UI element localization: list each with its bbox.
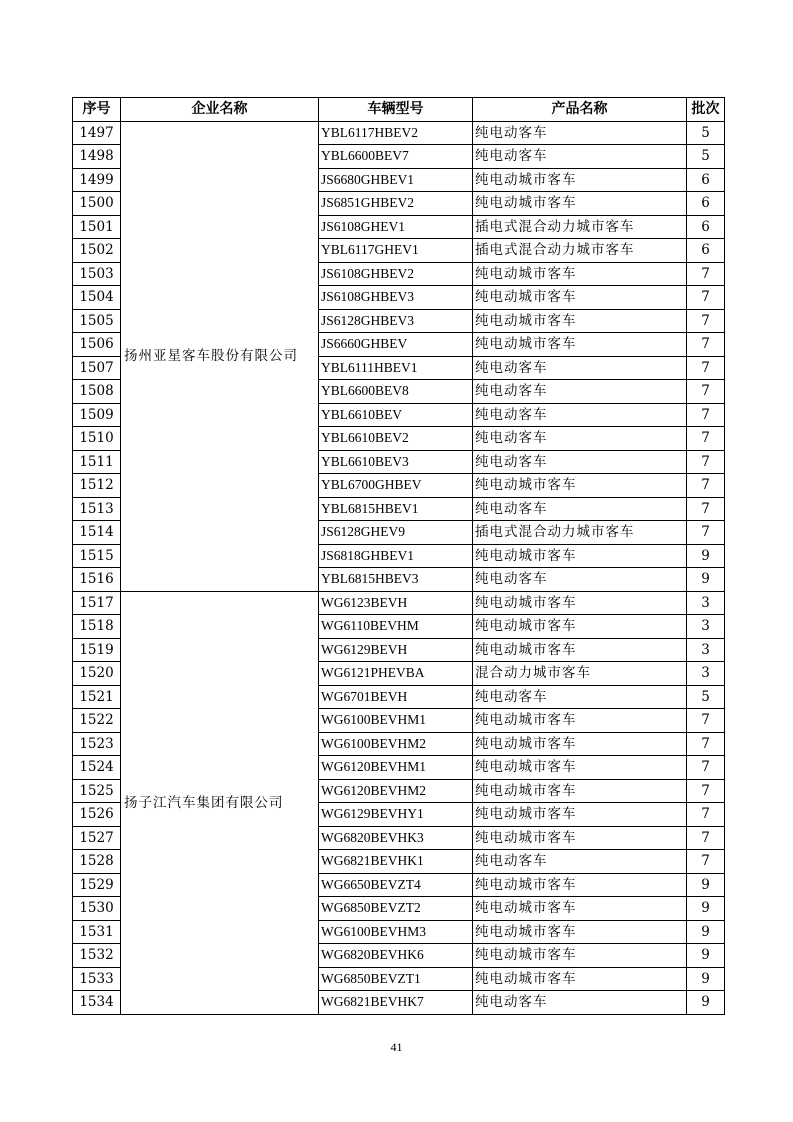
row-model: YBL6600BEV7 xyxy=(319,145,473,169)
row-product: 纯电动城市客车 xyxy=(473,732,687,756)
row-model: YBL6117GHEV1 xyxy=(319,239,473,263)
row-seq: 1508 xyxy=(73,380,121,404)
row-model: WG6820BEVHK6 xyxy=(319,944,473,968)
row-seq: 1509 xyxy=(73,403,121,427)
row-model: YBL6111HBEV1 xyxy=(319,356,473,380)
row-batch: 6 xyxy=(687,168,725,192)
row-model: JS6818GHBEV1 xyxy=(319,544,473,568)
row-model: WG6100BEVHM2 xyxy=(319,732,473,756)
row-batch: 3 xyxy=(687,615,725,639)
row-seq: 1530 xyxy=(73,897,121,921)
row-model: WG6120BEVHM1 xyxy=(319,756,473,780)
row-seq: 1520 xyxy=(73,662,121,686)
row-batch: 9 xyxy=(687,991,725,1015)
row-product: 纯电动客车 xyxy=(473,991,687,1015)
row-model: YBL6815HBEV1 xyxy=(319,497,473,521)
row-product: 纯电动客车 xyxy=(473,450,687,474)
row-model: JS6108GHBEV3 xyxy=(319,286,473,310)
row-product: 纯电动城市客车 xyxy=(473,474,687,498)
row-product: 纯电动城市客车 xyxy=(473,967,687,991)
row-product: 纯电动城市客车 xyxy=(473,920,687,944)
row-model: WG6129BEVH xyxy=(319,638,473,662)
row-product: 纯电动客车 xyxy=(473,685,687,709)
row-seq: 1531 xyxy=(73,920,121,944)
row-model: YBL6700GHBEV xyxy=(319,474,473,498)
row-batch: 7 xyxy=(687,521,725,545)
row-product: 纯电动城市客车 xyxy=(473,897,687,921)
row-model: WG6110BEVHM xyxy=(319,615,473,639)
row-seq: 1501 xyxy=(73,215,121,239)
row-batch: 5 xyxy=(687,145,725,169)
row-batch: 7 xyxy=(687,732,725,756)
row-seq: 1524 xyxy=(73,756,121,780)
row-seq: 1500 xyxy=(73,192,121,216)
row-batch: 7 xyxy=(687,286,725,310)
row-product: 纯电动城市客车 xyxy=(473,803,687,827)
row-model: WG6123BEVH xyxy=(319,591,473,615)
row-batch: 7 xyxy=(687,450,725,474)
row-batch: 3 xyxy=(687,591,725,615)
row-batch: 7 xyxy=(687,756,725,780)
row-batch: 9 xyxy=(687,967,725,991)
row-seq: 1498 xyxy=(73,145,121,169)
table-header xyxy=(73,98,725,122)
row-product: 插电式混合动力城市客车 xyxy=(473,521,687,545)
row-batch: 6 xyxy=(687,239,725,263)
row-seq: 1519 xyxy=(73,638,121,662)
row-model: JS6128GHEV9 xyxy=(319,521,473,545)
row-product: 插电式混合动力城市客车 xyxy=(473,215,687,239)
row-product: 纯电动城市客车 xyxy=(473,192,687,216)
header-row xyxy=(73,98,725,122)
row-model: YBL6610BEV2 xyxy=(319,427,473,451)
row-model: WG6821BEVHK7 xyxy=(319,991,473,1015)
table-row xyxy=(73,591,725,615)
row-model: YBL6815HBEV3 xyxy=(319,568,473,592)
row-product: 纯电动客车 xyxy=(473,427,687,451)
row-batch: 7 xyxy=(687,850,725,874)
row-seq: 1505 xyxy=(73,309,121,333)
row-product: 纯电动客车 xyxy=(473,403,687,427)
row-seq: 1534 xyxy=(73,991,121,1015)
row-model: WG6121PHEVBA xyxy=(319,662,473,686)
header-batch: 批次 xyxy=(687,98,725,122)
row-batch: 7 xyxy=(687,779,725,803)
row-batch: 9 xyxy=(687,873,725,897)
row-product: 纯电动城市客车 xyxy=(473,333,687,357)
row-model: YBL6600BEV8 xyxy=(319,380,473,404)
row-product: 纯电动城市客车 xyxy=(473,286,687,310)
row-model: WG6850BEVZT2 xyxy=(319,897,473,921)
row-seq: 1528 xyxy=(73,850,121,874)
row-product: 纯电动城市客车 xyxy=(473,168,687,192)
row-seq: 1503 xyxy=(73,262,121,286)
table-body xyxy=(73,121,725,1014)
row-batch: 6 xyxy=(687,215,725,239)
row-seq: 1507 xyxy=(73,356,121,380)
row-product: 纯电动城市客车 xyxy=(473,544,687,568)
row-batch: 9 xyxy=(687,944,725,968)
row-product: 纯电动城市客车 xyxy=(473,262,687,286)
row-seq: 1516 xyxy=(73,568,121,592)
row-seq: 1502 xyxy=(73,239,121,263)
row-model: WG6850BEVZT1 xyxy=(319,967,473,991)
row-product: 混合动力城市客车 xyxy=(473,662,687,686)
row-seq: 1499 xyxy=(73,168,121,192)
row-seq: 1511 xyxy=(73,450,121,474)
row-seq: 1513 xyxy=(73,497,121,521)
row-batch: 7 xyxy=(687,474,725,498)
header-product: 产品名称 xyxy=(473,98,687,122)
row-seq: 1521 xyxy=(73,685,121,709)
row-seq: 1522 xyxy=(73,709,121,733)
row-seq: 1533 xyxy=(73,967,121,991)
row-product: 纯电动城市客车 xyxy=(473,944,687,968)
row-batch: 7 xyxy=(687,356,725,380)
row-seq: 1514 xyxy=(73,521,121,545)
row-product: 纯电动客车 xyxy=(473,356,687,380)
company-name: 扬州亚星客车股份有限公司 xyxy=(121,121,319,591)
row-batch: 9 xyxy=(687,544,725,568)
row-seq: 1526 xyxy=(73,803,121,827)
row-model: WG6701BEVH xyxy=(319,685,473,709)
row-batch: 7 xyxy=(687,497,725,521)
row-seq: 1523 xyxy=(73,732,121,756)
row-model: JS6128GHBEV3 xyxy=(319,309,473,333)
row-model: WG6821BEVHK1 xyxy=(319,850,473,874)
page-number: 41 xyxy=(390,1040,403,1054)
row-product: 纯电动城市客车 xyxy=(473,638,687,662)
row-product: 纯电动客车 xyxy=(473,497,687,521)
row-batch: 9 xyxy=(687,568,725,592)
row-batch: 7 xyxy=(687,709,725,733)
row-product: 纯电动客车 xyxy=(473,121,687,145)
row-model: JS6108GHBEV2 xyxy=(319,262,473,286)
row-model: JS6851GHBEV2 xyxy=(319,192,473,216)
row-product: 纯电动城市客车 xyxy=(473,615,687,639)
row-batch: 7 xyxy=(687,380,725,404)
row-seq: 1515 xyxy=(73,544,121,568)
row-product: 纯电动城市客车 xyxy=(473,709,687,733)
row-model: JS6680GHBEV1 xyxy=(319,168,473,192)
row-batch: 7 xyxy=(687,262,725,286)
row-batch: 9 xyxy=(687,920,725,944)
row-product: 纯电动城市客车 xyxy=(473,826,687,850)
header-company: 企业名称 xyxy=(121,98,319,122)
row-seq: 1506 xyxy=(73,333,121,357)
row-product: 纯电动客车 xyxy=(473,850,687,874)
row-batch: 7 xyxy=(687,826,725,850)
row-batch: 3 xyxy=(687,638,725,662)
row-batch: 3 xyxy=(687,662,725,686)
row-seq: 1504 xyxy=(73,286,121,310)
row-seq: 1532 xyxy=(73,944,121,968)
row-product: 纯电动客车 xyxy=(473,568,687,592)
row-batch: 5 xyxy=(687,685,725,709)
row-batch: 7 xyxy=(687,309,725,333)
row-product: 纯电动城市客车 xyxy=(473,779,687,803)
row-model: WG6100BEVHM1 xyxy=(319,709,473,733)
row-seq: 1525 xyxy=(73,779,121,803)
row-batch: 7 xyxy=(687,803,725,827)
row-product: 纯电动城市客车 xyxy=(473,756,687,780)
row-model: WG6820BEVHK3 xyxy=(319,826,473,850)
row-product: 插电式混合动力城市客车 xyxy=(473,239,687,263)
row-product: 纯电动客车 xyxy=(473,145,687,169)
row-batch: 7 xyxy=(687,427,725,451)
row-seq: 1512 xyxy=(73,474,121,498)
row-seq: 1529 xyxy=(73,873,121,897)
row-seq: 1497 xyxy=(73,121,121,145)
row-product: 纯电动城市客车 xyxy=(473,873,687,897)
row-batch: 5 xyxy=(687,121,725,145)
vehicle-catalog-table xyxy=(72,97,725,1015)
header-seq: 序号 xyxy=(73,98,121,122)
row-batch: 7 xyxy=(687,333,725,357)
row-model: WG6100BEVHM3 xyxy=(319,920,473,944)
row-seq: 1518 xyxy=(73,615,121,639)
row-model: JS6108GHEV1 xyxy=(319,215,473,239)
row-batch: 7 xyxy=(687,403,725,427)
row-model: WG6129BEVHY1 xyxy=(319,803,473,827)
row-product: 纯电动客车 xyxy=(473,380,687,404)
row-product: 纯电动城市客车 xyxy=(473,591,687,615)
row-seq: 1527 xyxy=(73,826,121,850)
row-seq: 1510 xyxy=(73,427,121,451)
row-model: WG6120BEVHM2 xyxy=(319,779,473,803)
row-batch: 9 xyxy=(687,897,725,921)
company-name: 扬子江汽车集团有限公司 xyxy=(121,591,319,1014)
row-product: 纯电动城市客车 xyxy=(473,309,687,333)
row-model: YBL6610BEV3 xyxy=(319,450,473,474)
row-model: YBL6610BEV xyxy=(319,403,473,427)
row-batch: 6 xyxy=(687,192,725,216)
row-model: WG6650BEVZT4 xyxy=(319,873,473,897)
row-seq: 1517 xyxy=(73,591,121,615)
header-model: 车辆型号 xyxy=(319,98,473,122)
row-model: YBL6117HBEV2 xyxy=(319,121,473,145)
row-model: JS6660GHBEV xyxy=(319,333,473,357)
table-row xyxy=(73,121,725,145)
